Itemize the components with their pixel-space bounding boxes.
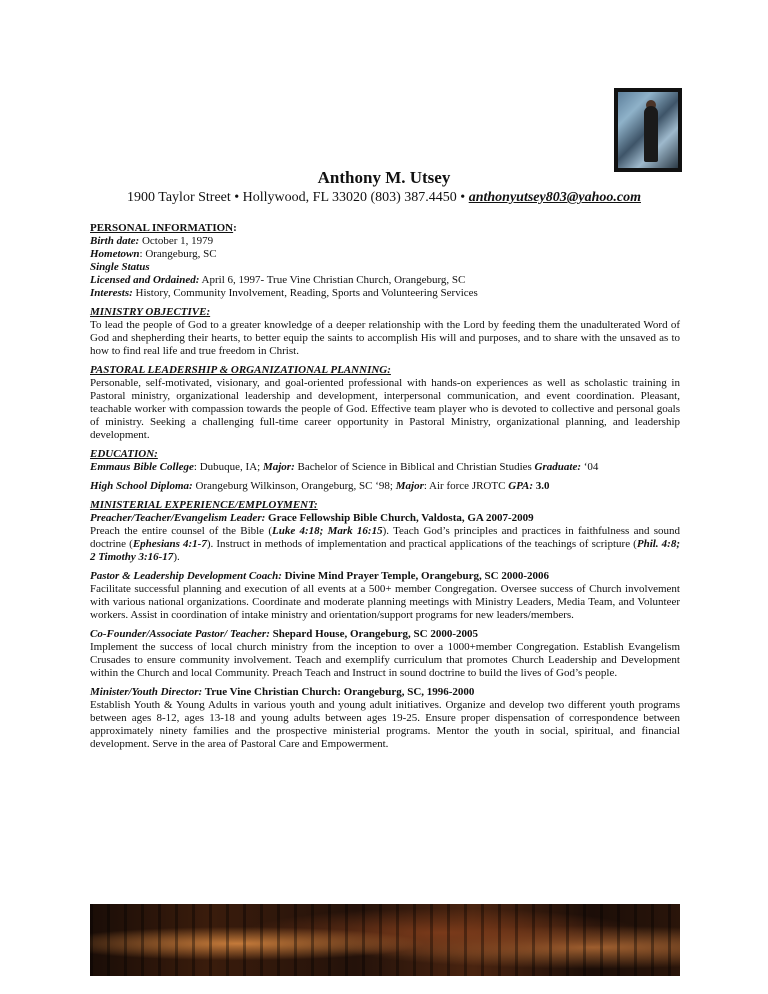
job2-heading: Pastor & Leadership Development Coach: Divine Mind Prayer Temple, Orangeburg, SC 2000-2006 bbox=[90, 570, 550, 582]
objective-section-title: MINISTRY OBJECTIVE: bbox=[90, 306, 211, 318]
objective-text: To lead the people of God to a greater knowledge of a deeper relationship with the Lord by feeding them the unadulterated Word of God and shepherding their hearts, to better equip the saints to accomplish His will and purposes, and to share with the unsaved as to how to find real life and true freedom in Christ. bbox=[90, 319, 680, 357]
high-school-line: High School Diploma: Orangeburg Wilkinson, Orangeburg, SC ‘98; Major: Air force JROTC GPA: 3.0 bbox=[90, 480, 550, 492]
job3-text: Implement the success of local church ministry from the inception to over a 1000+member Congregation. Establish Evangelism Crusades to ensure community involvement. Teach and exemplify curriculum that promotes Church Leadership and Development within the Church and local Community. Preach Teach and Instruct in sound doctrine to build the lives of God’s people. bbox=[90, 641, 680, 679]
birth-date-line: Birth date: October 1, 1979 bbox=[90, 235, 214, 247]
address-text: 1900 Taylor Street • Hollywood, FL 33020 (803) 387.4450 • bbox=[127, 190, 466, 205]
resume-body bbox=[90, 222, 680, 751]
email-link[interactable]: anthonyutsey803@yahoo.com bbox=[468, 190, 641, 205]
education-section-title: EDUCATION: bbox=[90, 448, 158, 460]
personal-section-title: PERSONAL INFORMATION: bbox=[90, 222, 237, 234]
photo-image bbox=[618, 92, 678, 168]
licensed-line: Licensed and Ordained: April 6, 1997- True Vine Christian Church, Orangeburg, SC bbox=[90, 274, 466, 286]
job3-heading: Co-Founder/Associate Pastor/ Teacher: Shepard House, Orangeburg, SC 2000-2005 bbox=[90, 628, 478, 640]
photo-figure bbox=[644, 106, 658, 162]
leadership-section-title: PASTORAL LEADERSHIP & ORGANIZATIONAL PLANNING: bbox=[90, 364, 391, 376]
job4-text: Establish Youth & Young Adults in various youth and young adult initiatives. Organize and develop two different youth programs between ages 8-12, ages 13-18 and young adults between ages 19-25. Ensure proper dispensation of correspondence between approximately ninety families and the prospective ministerial programs. Mentor the youth in social, spiritual, and financial development. Serve in the area of Pastoral Care and Empowerment. bbox=[90, 699, 680, 750]
interests-line: Interests: History, Community Involvement, Reading, Sports and Volunteering Services bbox=[90, 287, 478, 299]
contact-line bbox=[0, 190, 768, 206]
hometown-line: Hometown: Orangeburg, SC bbox=[90, 248, 217, 260]
profile-photo bbox=[614, 88, 682, 172]
job2-text: Facilitate successful planning and execution of all events at a 500+ member Congregation. Oversee success of Church involvement with various national organizations. Coordinate and moderate planning meetings with Ministry Leaders, Media Team, and Volunteer workers. Assist in coordination of intake ministry and orientation/support programs for new leaders/members. bbox=[90, 583, 680, 621]
status-line: Single Status bbox=[90, 261, 150, 273]
leadership-text: Personable, self-motivated, visionary, and goal-oriented professional with hands-on experiences as well as scholastic training in Pastoral ministry, organizational leadership and development, interpersonal communication, and event coordination. Pleasant, teachable worker with compassion towards the people of God. Effective team player who is devoted to collective and personal goals of ministry. Seeking a challenging full-time career opportunity in Pastoral Ministry, organizational planning, and leadership development. bbox=[90, 377, 680, 441]
experience-section-title: MINISTERIAL EXPERIENCE/EMPLOYMENT: bbox=[90, 499, 318, 511]
job1-heading: Preacher/Teacher/Evangelism Leader: Grace Fellowship Bible Church, Valdosta, GA 2007-2009 bbox=[90, 512, 534, 524]
job1-text: Preach the entire counsel of the Bible (Luke 4:18; Mark 16:15). Teach God’s principles and practices in faithfulness and sound doctrine (Ephesians 4:1-7). Instruct in methods of implementation and practical applications of the teachings of scripture (Phil. 4:8; 2 Timothy 3:16-17). bbox=[90, 525, 680, 563]
college-line: Emmaus Bible College: Dubuque, IA; Major: Bachelor of Science in Biblical and Christian Studies Graduate: ‘04 bbox=[90, 461, 599, 473]
job4-heading: Minister/Youth Director: True Vine Christian Church: Orangeburg, SC, 1996-2000 bbox=[90, 686, 475, 698]
resume-name: Anthony M. Utsey bbox=[317, 168, 451, 187]
decorative-footer-banner bbox=[90, 904, 680, 976]
banner-stripes bbox=[90, 904, 680, 976]
